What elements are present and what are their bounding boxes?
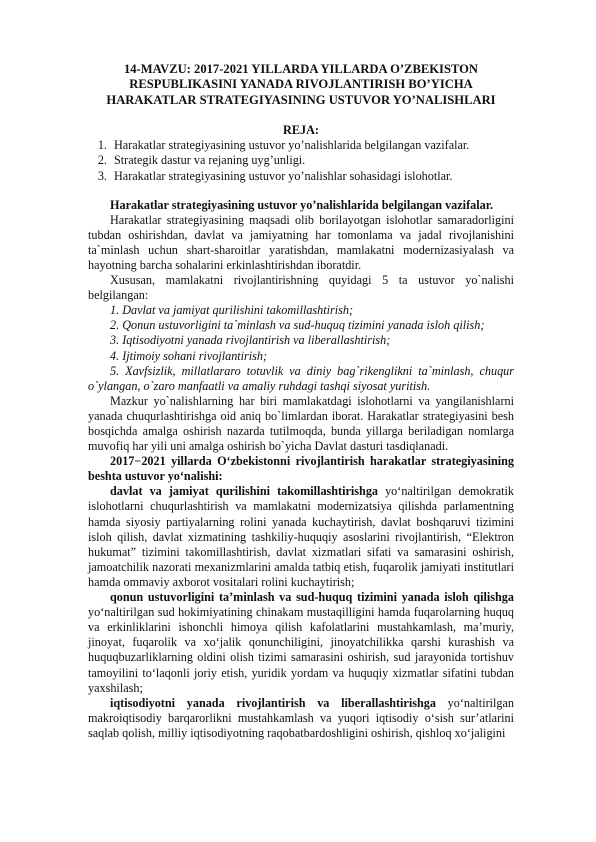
- priority-item: 1. Davlat va jamiyat qurilishini takomillashtirish;: [110, 303, 354, 318]
- section-heading: Harakatlar strategiyasining ustuvor yo’nalishlarida belgilangan vazifalar.: [110, 197, 494, 212]
- priority-item: 2. Qonun ustuvorligini ta`minlash va sud-huquq tizimini yanada isloh qilish;: [110, 318, 485, 333]
- paragraph-text: yo‘naltirilgan makroiqtisodiy barqarorlikni mustahkamlash va yuqori iqtisodiy o‘sish sur’atlarini saqlab qolish, milliy iqtisodiyotning raqobatbardoshligini oshirish, qishloq xo‘jaligini: [88, 695, 515, 740]
- title-line-3: HARAKATLAR STRATEGIYASINING USTUVOR YO’NALISHLARI: [106, 92, 496, 107]
- paragraph-text: yo‘naltirilgan sud hokimiyatining chinakam mustaqilligini hamda fuqarolarning huquq va erkinliklarini ishonchli himoya qilish kafolatlarini mustahkamlash, ma’muriy, jinoyat, fuqarolik va xo‘jalik qonunchiligini, jinoyatchilikka qarshi kurashish va huquqbuzarliklarning oldini olish tizimi samarasini oshirish, sud jarayonida tortishuv tamoyilini to‘laqonli joriy etish, yuridik yordam va huquqiy xizmatlar sifatini tubdan yaxshilash;: [88, 605, 514, 695]
- plan-item: 2. Strategik dastur va rejaning uyg’unligi.: [110, 153, 514, 168]
- priority-item: 5. Xavfsizlik, millatlararo totuvlik va diniy bag`rikenglikni ta`minlash, chuqur o`ylangan, o`zaro manfaatli va amaliy ruhdagi tashqi siyosat yuritish.: [88, 363, 514, 393]
- paragraph: [88, 484, 514, 590]
- plan-list: [88, 138, 514, 183]
- title-line-2: RESPUBLIKASINI YANADA RIVOJLANTIRISH BO’YICHA: [129, 77, 473, 92]
- paragraph: Xususan, mamlakatni rivojlantirishning quyidagi 5 ta ustuvor yo`nalishi belgilangan:: [88, 273, 514, 303]
- paragraph-text: yo‘naltirilgan demokratik islohotlarni chuqurlashtirish va mamlakatni modernizatsiya qilishda parlamentning hamda siyosiy partiyalarning rolini yanada kuchaytirish, davlat boshqaruvi tizimini isloh qilish, davlat xizmatining tashkiliy-huquqiy asoslarini rivojlantirish, “Elektron hukumat” tizimini takomillashtirish, davlat xizmatlari sifati va samarasini oshirish, jamoatchilik nazorati mexanizmlarini amalda tatbiq etish, fuqarolik jamiyati institutlari hamda ommaviy axborot vositalari rolini kuchaytirish;: [88, 484, 514, 589]
- priority-item: 4. Ijtimoiy sohani rivojlantirish;: [110, 348, 268, 363]
- paragraph-lead: qonun ustuvorligini ta’minlash va sud-huquq tizimini yanada isloh qilishga: [110, 590, 514, 605]
- paragraph: Mazkur yo`nalishlarning har biri mamlakatdagi islohotlarni va yangilanishlarni yanada chuqurlashtirishga oid aniq bo`limlardan iborat. Harakatlar strategiyasini besh bosqichda amalga oshirish nazarda tutilmoqda, bunda yillarga beriladigan nomlarga muvofiq har yili uni amalga oshirish bo`yicha Davlat dasturi tasdiqlanadi.: [88, 393, 514, 454]
- paragraph-lead: davlat va jamiyat qurilishini takomillashtirishga: [110, 484, 379, 499]
- plan-heading: REJA:: [283, 123, 319, 138]
- priority-item: 3. Iqtisodiyotni yanada rivojlantirish va liberallashtirish;: [110, 333, 391, 348]
- paragraph: Harakatlar strategiyasining maqsadi olib borilayotgan islohotlar samaradorligini tubdan oshirishdan, davlat va jamiyatning har tomonlama va jadal rivojlanishini ta`minlash uchun shart-sharoitlar yaratishdan, mamlakatni modernizasiyalash va hayotning barcha sohalarini erkinlashtirishdan iboratdir.: [88, 212, 514, 272]
- bold-paragraph: 2017−2021 yillarda O‘zbekistonni rivojlantirish harakatlar strategiyasining beshta ustuvor yo‘nalishi:: [88, 454, 514, 484]
- paragraph: [88, 696, 514, 741]
- document-title: [88, 62, 514, 108]
- plan-item: 3. Harakatlar strategiyasining ustuvor yo’nalishlar sohasidagi islohotlar.: [110, 169, 514, 184]
- title-line-1: 14-MAVZU: 2017-2021 YILLARDA YILLARDA O’ZBEKISTON: [123, 62, 479, 76]
- paragraph: [88, 590, 514, 696]
- paragraph-lead: iqtisodiyotni yanada rivojlantirish va liberallashtirishga: [110, 695, 436, 710]
- plan-item: 1. Harakatlar strategiyasining ustuvor yo’nalishlarida belgilangan vazifalar.: [110, 138, 514, 153]
